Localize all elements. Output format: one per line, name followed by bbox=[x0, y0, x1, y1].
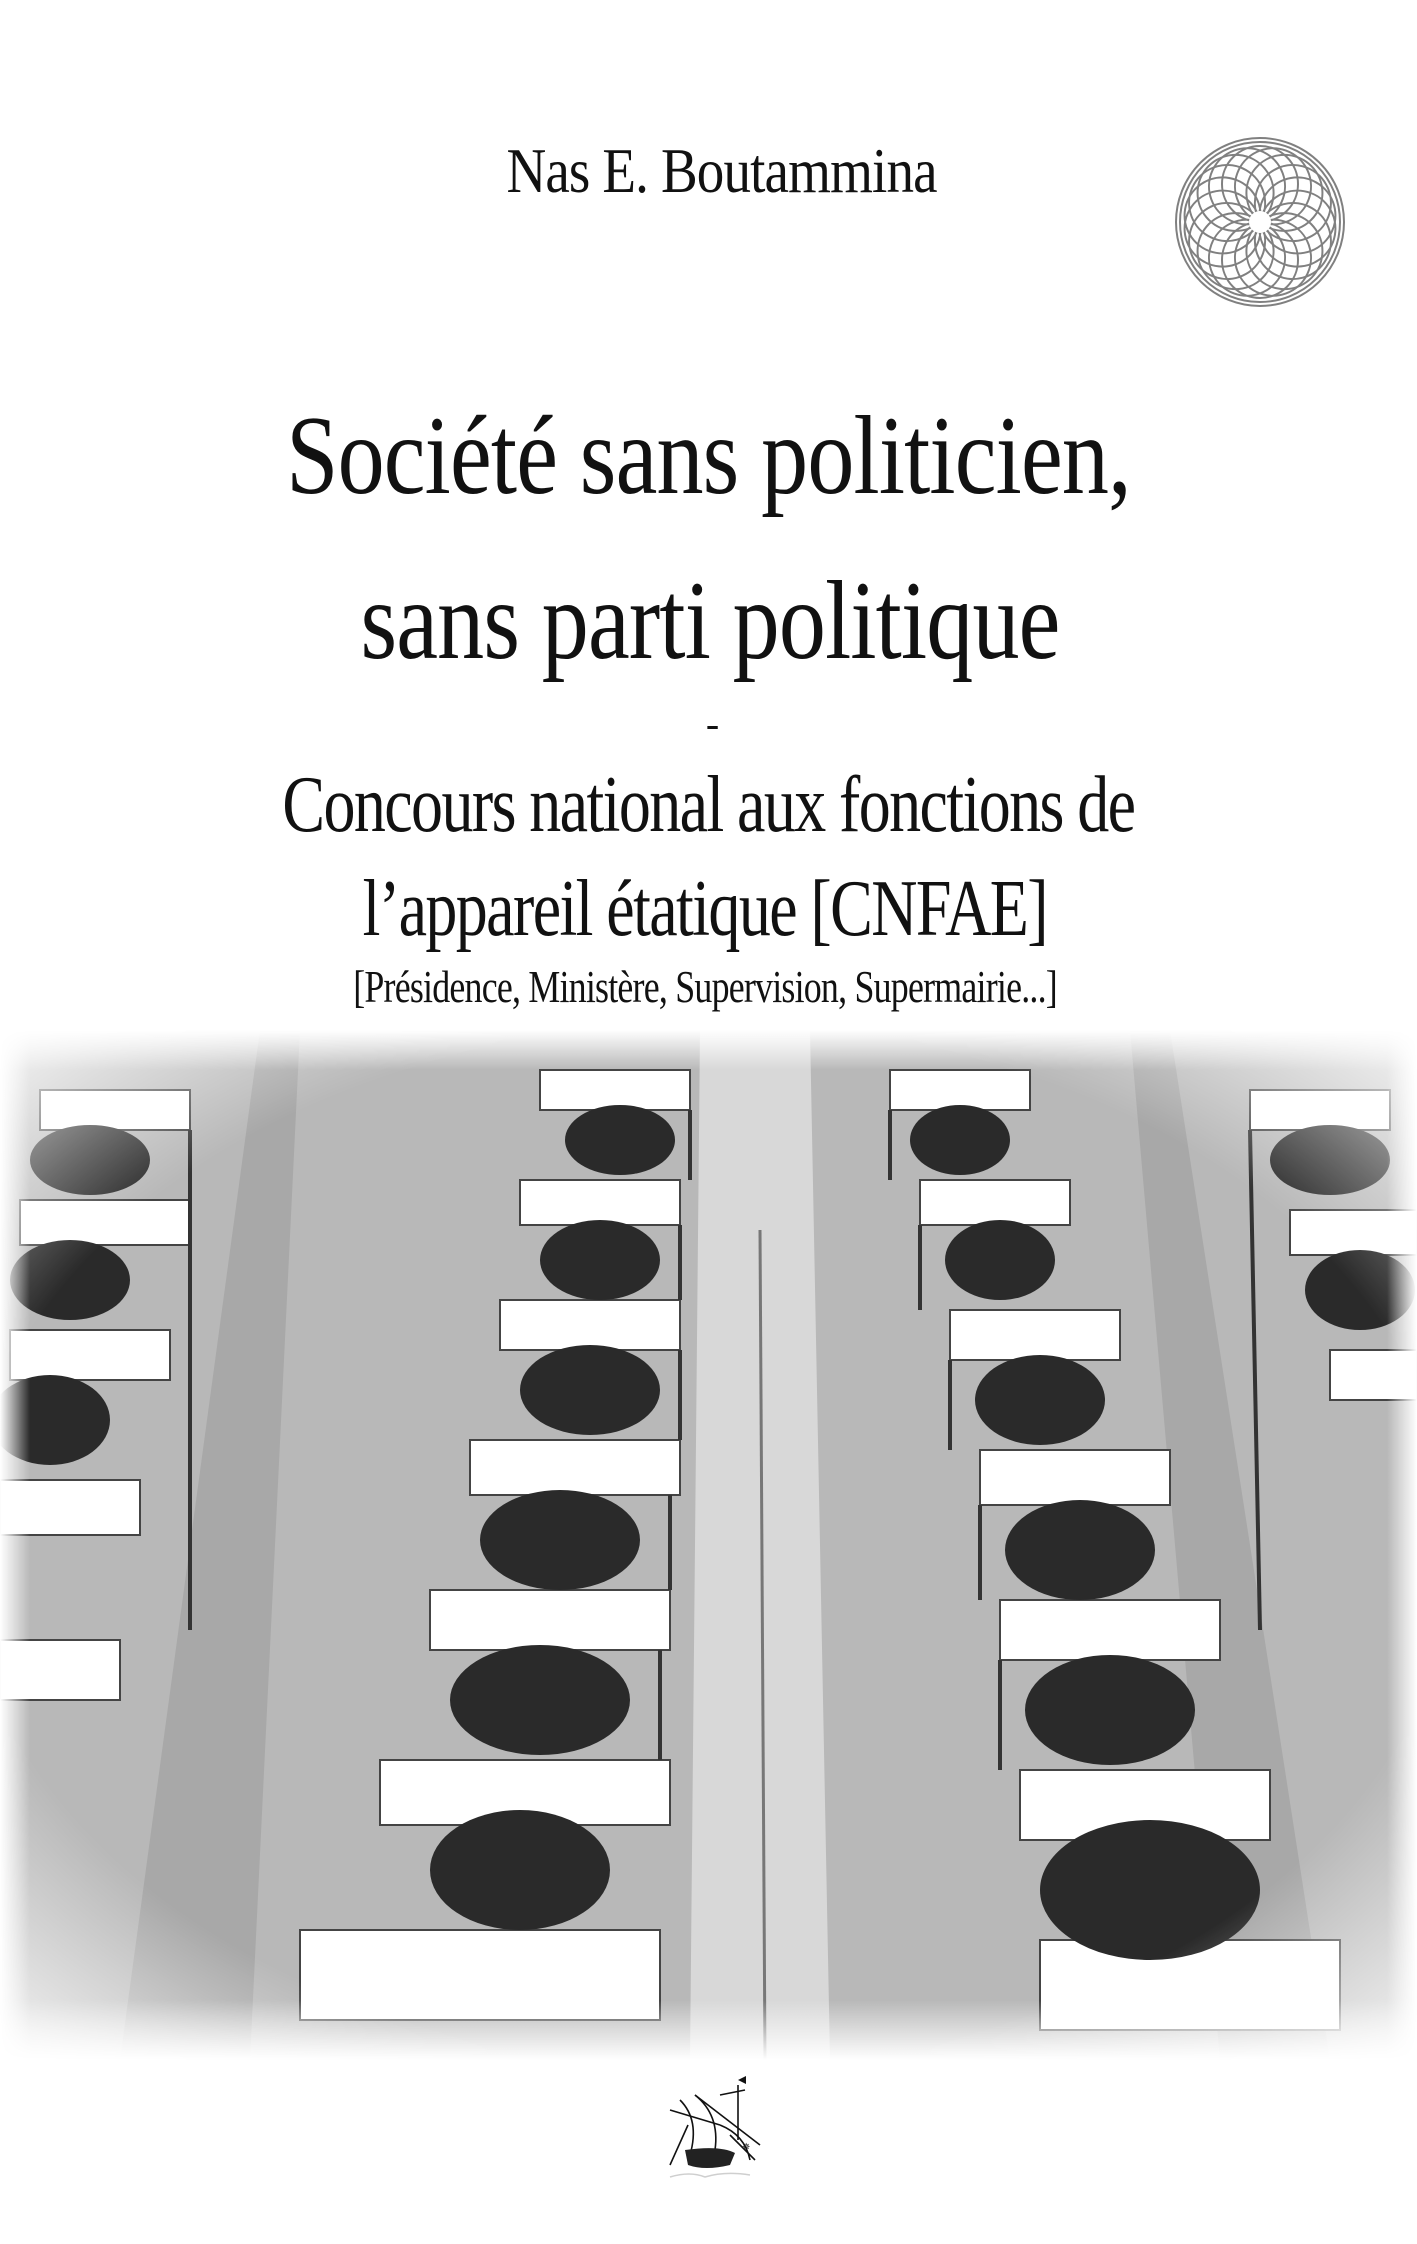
author-name: Nas E. Boutammina bbox=[506, 135, 937, 206]
subtitle-line-1: Concours national aux fonctions de bbox=[282, 761, 1135, 849]
exam-hall-illustration bbox=[0, 1030, 1417, 2060]
spirograph-rosette-icon bbox=[1172, 134, 1348, 310]
subtitle-line-3: [Présidence, Ministère, Supervision, Supermairie...] bbox=[353, 961, 1057, 1012]
exam-hall-photo bbox=[0, 1030, 1417, 2060]
title-line-1: Société sans politicien, bbox=[286, 394, 1131, 518]
sailing-ship-icon bbox=[660, 2065, 770, 2185]
svg-text:✵: ✵ bbox=[742, 2142, 751, 2153]
title-line-2: sans parti politique bbox=[360, 559, 1060, 683]
subtitle-line-2: l’appareil étatique [CNFAE] bbox=[362, 865, 1047, 953]
title-separator: - bbox=[705, 701, 720, 746]
